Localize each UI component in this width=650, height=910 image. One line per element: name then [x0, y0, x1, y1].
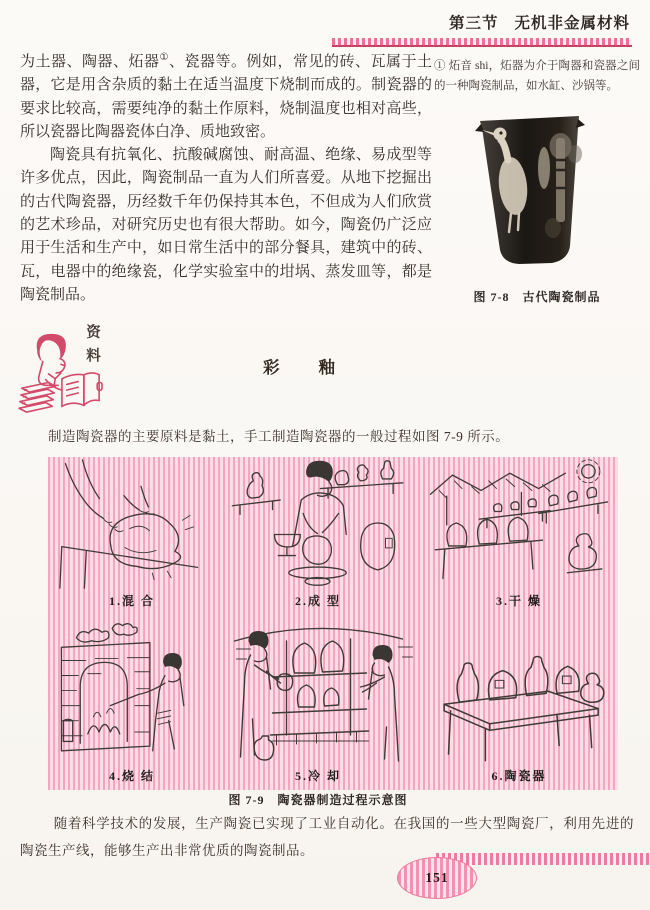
step-label: 6.陶瓷器 [491, 769, 547, 783]
paragraph-1-rest: 、瓷器等。例如，常见的砖、瓦属于土器，它是用含杂质的黏土在适当温度下烧制而成的。制瓷器的要求比较高，需要纯净的黏土作原料，烧制温度也相对高些，所以瓷器比陶器瓷体白净、质地致密。 [20, 54, 432, 140]
intro-sentence: 制造陶瓷器的主要原料是黏土，手工制造陶瓷器的一般过程如图 7-9 所示。 [48, 429, 510, 444]
process-step-firing [48, 615, 216, 790]
paragraph-2: 陶瓷具有抗氧化、抗酸碱腐蚀、耐高温、绝缘、易成型等许多优点，因此，陶瓷制品一直为人们所喜爱。从地下挖掘出的古代陶瓷器，历经数千年仍保持其本色，不但成为人们欣赏的艺术珍品，对研究历史也有很大帮助。如今，陶瓷仍广泛应用于生活和生产中，如日常生活中的部分餐具，建筑中的砖、瓦，电器中的绝缘瓷，化学实验室中的坩埚、蒸发皿等，都是陶瓷制品。 [20, 147, 432, 303]
forming-illustration [220, 457, 416, 590]
main-text-column [20, 51, 432, 307]
process-step-forming [216, 457, 420, 615]
process-step-drying [420, 457, 618, 615]
figure-7-9-process-box [48, 457, 618, 790]
step-label: 4.烧 结 [108, 769, 155, 783]
header-striped-rule [332, 38, 632, 47]
mixing-illustration [53, 458, 211, 590]
header-section-label: 第三节 [448, 15, 499, 32]
paragraph-1-lead: 为土器、陶器、炻器 [20, 54, 160, 70]
closing-paragraph: 随着科学技术的发展，生产陶瓷已实现了工业自动化。在我国的一些大型陶瓷厂，利用先进的陶瓷生产线，能够生产出非常优质的陶瓷制品。 [20, 816, 634, 858]
process-step-mixing [48, 457, 216, 615]
footer-striped-rule [436, 853, 650, 865]
footnote-text: ① 炻音 shi，炻器为介于陶器和瓷器之间的一种陶瓷制品，如水缸、沙锅等。 [434, 60, 640, 92]
figure-7-8 [434, 108, 640, 305]
firing-illustration [52, 619, 212, 765]
reference-label: 资料 [84, 324, 100, 371]
ancient-pottery-illustration [451, 108, 623, 278]
step-label: 2.成 型 [294, 594, 341, 608]
figure-7-9-caption: 图 7-9 陶瓷器制造过程示意图 [228, 793, 408, 807]
section-title: 彩 釉 [263, 358, 337, 377]
process-step-cooling [216, 615, 420, 790]
sidebar [434, 56, 640, 305]
page-header [449, 11, 630, 33]
figure-7-8-caption: 图 7-8 古代陶瓷制品 [473, 290, 601, 304]
step-label: 3.干 燥 [495, 594, 542, 608]
footnote-marker: ① [159, 52, 169, 63]
header-title-text: 无机非金属材料 [514, 15, 630, 32]
cooling-illustration [219, 615, 417, 765]
process-step-finished-ware [420, 615, 618, 790]
paragraph-1 [20, 51, 432, 144]
page-number-badge [397, 857, 477, 899]
drying-illustration [424, 457, 614, 590]
finished-ceramics-illustration [426, 637, 612, 765]
step-label: 1.混 合 [108, 594, 155, 608]
page-number: 151 [425, 870, 449, 885]
step-label: 5.冷 却 [294, 769, 341, 783]
